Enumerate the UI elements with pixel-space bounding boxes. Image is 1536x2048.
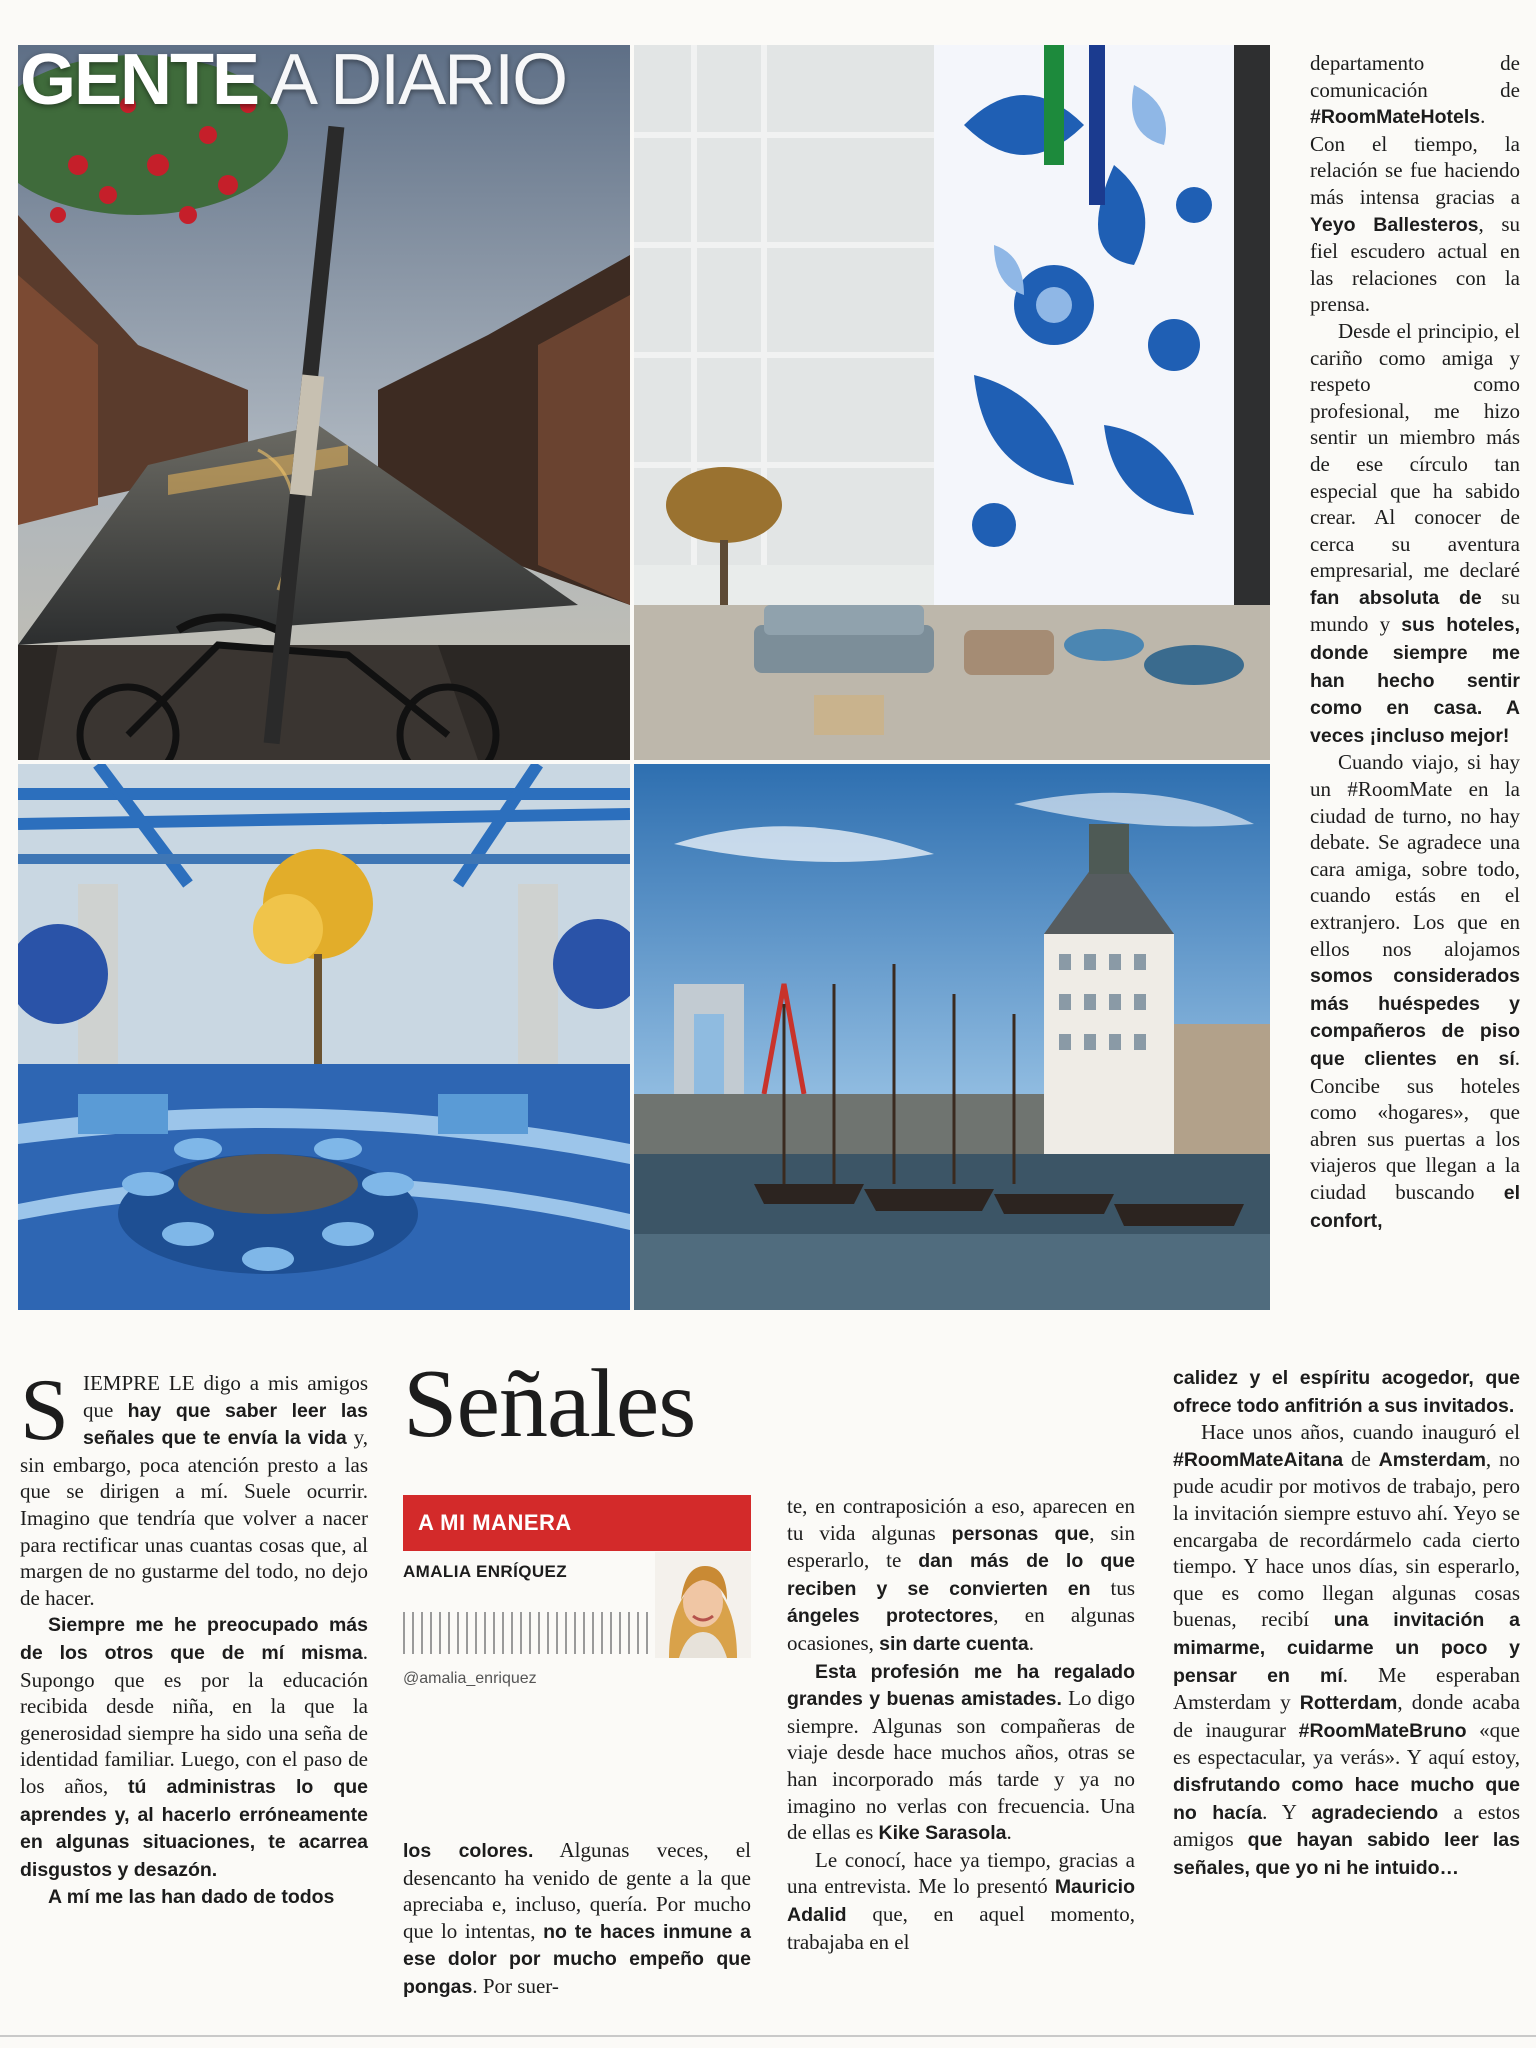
article-headline: Señales: [403, 1350, 696, 1458]
article-column-1: [20, 1362, 369, 1911]
paragraph: departamento de comunicación de #RoomMateHotels. Con el tiempo, la relación se fue haciendo más intensa gracias a Yeyo Ballesteros, su fiel escudero actual en las relaciones con la prensa.: [1310, 51, 1520, 317]
paragraph: Desde el principio, el cariño como amiga y respeto como profesional, me hizo sentir un miembro más de ese círculo tan especial que ha sabido crear. Al conocer de cerca su aventura empresarial, me declaré fan absoluta de su mundo y sus hoteles, donde siempre me han hecho sentir como en casa. A veces ¡incluso mejor!: [1310, 318, 1520, 747]
footer-rule: [0, 2035, 1536, 2037]
author-name: AMALIA ENRÍQUEZ: [403, 1562, 568, 1581]
paragraph: SIEMPRE LE digo a mis amigos que hay que saber leer las señales que te envía la vida y, sin embargo, poca atención presto a las que se dirigen a mí. Suele ocurrir. Imagino que tendría que volver a nacer para rectificar unas cuantas cosas que, al margen de no gustarme del todo, no dejo de hacer.: [20, 1362, 369, 1610]
section-header: [20, 40, 567, 120]
blue-lounge-photo: [18, 764, 630, 1310]
hotel-lobby-photo: [634, 45, 1270, 760]
amsterdam-canal-photo: [18, 45, 630, 760]
section-header-light: A DIARIO: [270, 40, 567, 120]
paragraph: te, en contraposición a eso, aparecen en tu vida algunas personas que, sin esperarlo, te dan más de lo que reciben y se convierten en tus ángeles protectores, en algunas ocasiones, sin darte cuenta.: [787, 1494, 1136, 1655]
paragraph: Hace unos años, cuando inauguró el #RoomMateAitana de Amsterdam, no pude acudir por motivos de trabajo, pero la invitación siempre estuvo ahí. Yeyo se encargaba de recordármelo cada cierto tiempo. Y hace unos días, sin esperarlo, que es como llegan algunas cosas buenas, recibí una invitación a mimarme, cuidarme un poco y pensar en mí. Me esperaban Amsterdam y Rotterdam, donde acaba de inaugurar #RoomMateBruno «que es espectacular, ya verás». Y aquí estoy, disfrutando como hace mucho que no hacía. Y agradeciendo a estos amigos que hayan sabido leer las señales, que yo ni he intuido…: [1173, 1420, 1521, 1879]
author-portrait: [655, 1552, 751, 1658]
article-column-right-bottom: [1173, 1364, 1520, 1881]
section-header-bold: GENTE: [20, 40, 259, 120]
paragraph: Cuando viajo, si hay un #RoomMate en la ciudad de turno, no hay debate. Se agradece una cara amiga, sobre todo, cuando estás en el extranjero. Los que en ellos nos alojamos somos considerados más huéspedes y compañeros de piso que clientes en sí. Concibe sus hoteles como «hogares», que abren sus puertas a los viajeros que llegan a la ciudad buscando el confort,: [1310, 750, 1520, 1232]
paragraph: Siempre me he preocupado más de los otros que de mí misma. Supongo que es por la educación recibida desde niña, en la que la generosidad siempre ha sido una seña de identidad familiar. Luego, con el paso de los años, tú administras lo que aprendes y, al hacerlo erróneamente en algunas situaciones, te acarrea disgustos y desazón.: [20, 1614, 368, 1881]
paragraph: los colores. Algunas veces, el desencanto ha venido de gente a la que apreciaba e, incluso, quería. Por mucho que lo intentas, no te haces inmune a ese dolor por mucho empeño que pongas. Por suer-: [403, 1838, 751, 1998]
article-column-3: [787, 1493, 1135, 1955]
rotterdam-harbor-photo: [634, 764, 1270, 1310]
paragraph: calidez y el espíritu acogedor, que ofrece todo anfitrión a sus invitados.: [1173, 1367, 1520, 1417]
article-column-right-top: [1310, 50, 1520, 1234]
paragraph: A mí me las han dado de todos: [48, 1886, 335, 1909]
dropcap: S: [20, 1362, 69, 1459]
author-handle: @amalia_enriquez: [403, 1670, 537, 1687]
article-column-2: [403, 1837, 751, 2001]
paragraph: Esta profesión me ha regalado grandes y buenas amistades. Lo digo siempre. Algunas son compañeras de viaje desde hace muchos años, otras se han incorporado más tarde y ya no imagino no verlas con frecuencia. Una de ellas es Kike Sarasola.: [787, 1660, 1136, 1845]
column-label: A MI MANERA: [403, 1495, 751, 1551]
paragraph: Le conocí, hace ya tiempo, gracias a una entrevista. Me lo presentó Mauricio Adalid que, en aquel momento, trabajaba en el: [787, 1847, 1135, 1954]
